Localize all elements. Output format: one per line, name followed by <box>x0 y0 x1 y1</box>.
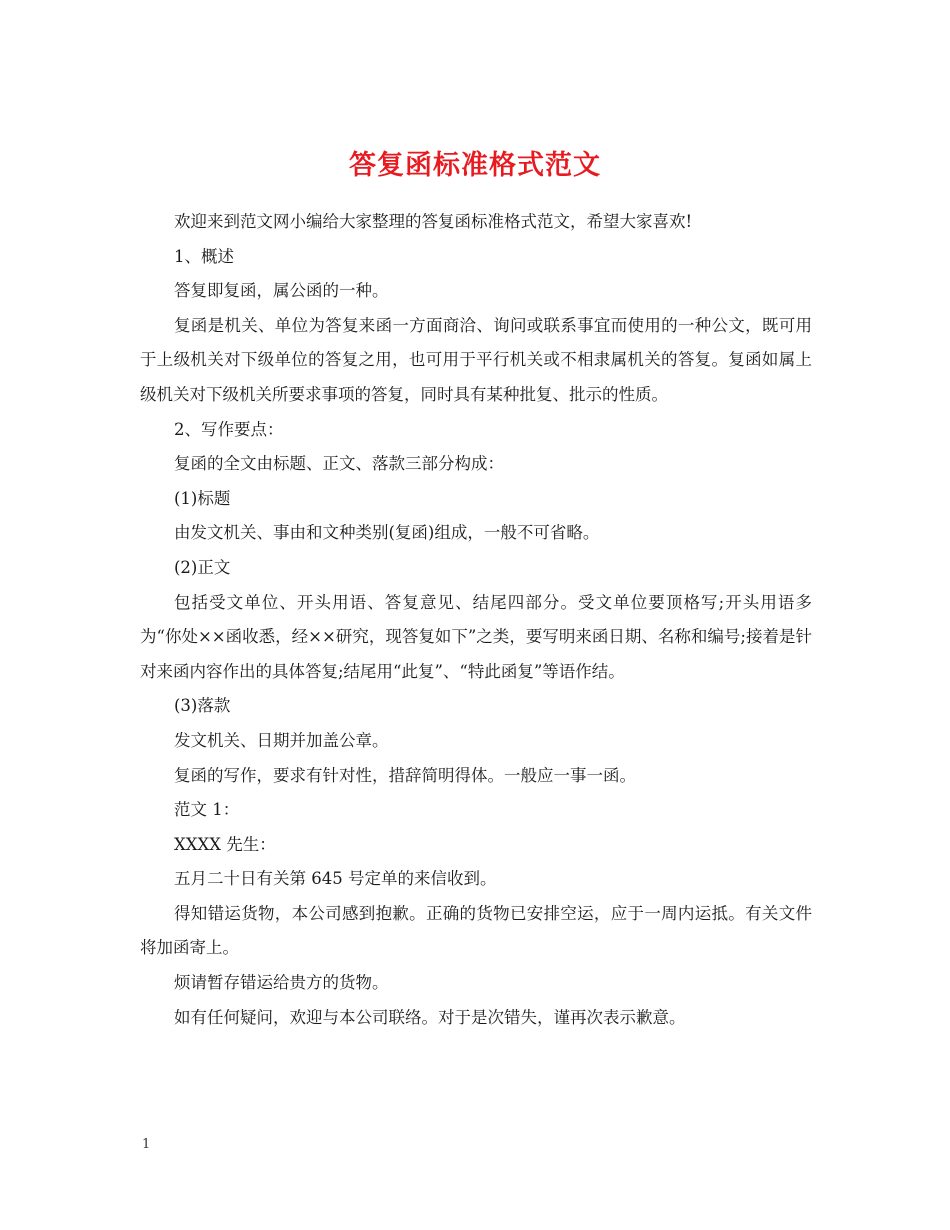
paragraph-body-desc: 包括受文单位、开头用语、答复意见、结尾四部分。受文单位要顶格写;开头用语多为“你处××函收悉，经××研究，现答复如下”之类，要写明来函日期、名称和编号;接着是针对来函内容作出的具体答复;结尾用“此复”、“特此函复”等语作结。 <box>140 592 812 681</box>
paragraph-title-desc: 由发文机关、事由和文种类别(复函)组成，一般不可省略。 <box>174 523 600 543</box>
paragraph-requirements: 复函的写作，要求有针对性，措辞简明得体。一般应一事一函。 <box>174 765 636 785</box>
page-number: 1 <box>142 1137 151 1152</box>
heading-writing-points: 2、写作要点： <box>174 419 284 439</box>
paragraph-signature-desc: 发文机关、日期并加盖公章。 <box>174 730 389 750</box>
paragraph-intro: 欢迎来到范文网小编给大家整理的答复函标准格式范文，希望大家喜欢! <box>174 212 693 231</box>
sample-line-2: 得知错运货物，本公司感到抱歉。正确的货物已安排空运，应于一周内运抵。有关文件将加函寄上。 <box>140 903 812 958</box>
paragraph-definition: 答复即复函，属公函的一种。 <box>174 281 389 301</box>
sample-salutation: XXXX 先生： <box>174 834 276 854</box>
subheading-body: (2)正文 <box>174 557 231 577</box>
paragraph-structure: 复函的全文由标题、正文、落款三部分构成： <box>174 454 504 474</box>
subheading-signature: (3)落款 <box>174 696 231 716</box>
sample-heading: 范文 1： <box>174 800 240 820</box>
heading-overview: 1、概述 <box>174 246 234 266</box>
sample-line-4: 如有任何疑问，欢迎与本公司联络。对于是次错失，谨再次表示歉意。 <box>174 1007 686 1027</box>
page-title: 答复函标准格式范文 <box>349 150 601 182</box>
sample-line-1: 五月二十日有关第 645 号定单的来信收到。 <box>174 869 497 889</box>
sample-line-3: 烦请暂存错运给贵方的货物。 <box>174 973 389 993</box>
document-body <box>140 205 812 1035</box>
paragraph-description: 复函是机关、单位为答复来函一方面商洽、询问或联系事宜而使用的一种公文，既可用于上级机关对下级单位的答复之用，也可用于平行机关或不相隶属机关的答复。复函如属上级机关对下级机关所要求事项的答复，同时具有某种批复、批示的性质。 <box>140 315 812 404</box>
subheading-title: (1)标题 <box>174 488 231 508</box>
